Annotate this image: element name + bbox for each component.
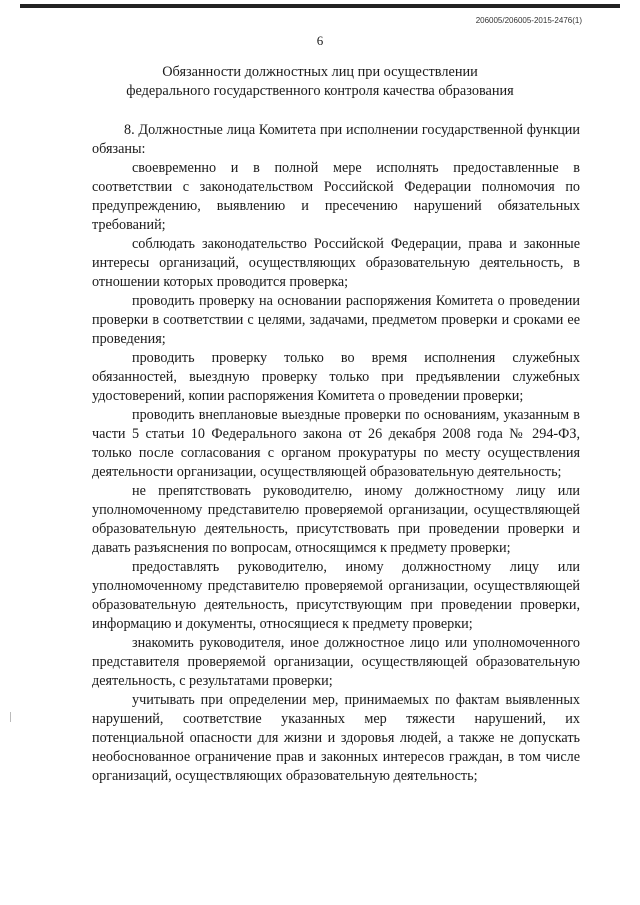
- heading-line-2: федерального государственного контроля качества образования: [126, 83, 514, 99]
- paragraph-duty-5: проводить внеплановые выездные проверки по основаниям, указанным в части 5 статьи 10 Федерального закона от 26 декабря 2008 года № 294-ФЗ, только после согласования с органом прокуратуры по месту осуществления деятельности организации, осуществляющей образовательную деятельность;: [92, 407, 580, 480]
- paragraph-duty-3: проводить проверку на основании распоряжения Комитета о проведении проверки в соответствии с целями, задачами, предметом проверки и сроками ее проведения;: [92, 293, 580, 347]
- paragraph-duty-1: своевременно и в полной мере исполнять предоставленные в соответствии с законодательством Российской Федерации полномочия по предупреждению, выявлению и пресечению нарушений обязательных требований;: [92, 160, 580, 233]
- paragraph-intro: 8. Должностные лица Комитета при исполнении государственной функции обязаны:: [92, 122, 580, 157]
- scan-margin-mark: [10, 712, 11, 722]
- paragraph-duty-4: проводить проверку только во время исполнения служебных обязанностей, выездную проверку только при предъявлении служебных удостоверений, копии распоряжения Комитета о проведении проверки;: [92, 350, 580, 404]
- paragraph-duty-9: учитывать при определении мер, принимаемых по фактам выявленных нарушений, соответствие указанных мер тяжести нарушений, их потенциальной опасности для жизни и здоровья людей, а также не допускать необоснованное ограничение прав и законных интересов граждан, в том числе организаций, осуществляющих образовательную деятельность;: [92, 692, 580, 784]
- section-heading: [0, 63, 640, 101]
- paragraph-duty-2: соблюдать законодательство Российской Федерации, права и законные интересы организаций, осуществляющих образовательную деятельность, в отношении которых проводится проверка;: [92, 236, 580, 290]
- top-border-rule: [20, 4, 620, 8]
- document-number: 206005/206005-2015-2476(1): [475, 16, 582, 25]
- paragraph-duty-7: предоставлять руководителю, иному должностному лицу или уполномоченному представителю проверяемой организации, осуществляющей образовательную деятельность, присутствующим при проведении проверки, информацию и документы, относящиеся к предмету проверки;: [92, 559, 580, 632]
- paragraph-duty-8: знакомить руководителя, иное должностное лицо или уполномоченного представителя проверяемой организации, осуществляющей образовательную деятельность, с результатами проверки;: [92, 635, 580, 689]
- document-body: [92, 121, 580, 786]
- paragraph-duty-6: не препятствовать руководителю, иному должностному лицу или уполномоченному представителю проверяемой организации, осуществляющей образовательную деятельность, присутствовать при проведении проверки и давать разъяснения по вопросам, относящимся к предмету проверки;: [92, 483, 580, 556]
- page-number: 6: [316, 33, 324, 48]
- heading-line-1: Обязанности должностных лиц при осуществлении: [162, 64, 478, 80]
